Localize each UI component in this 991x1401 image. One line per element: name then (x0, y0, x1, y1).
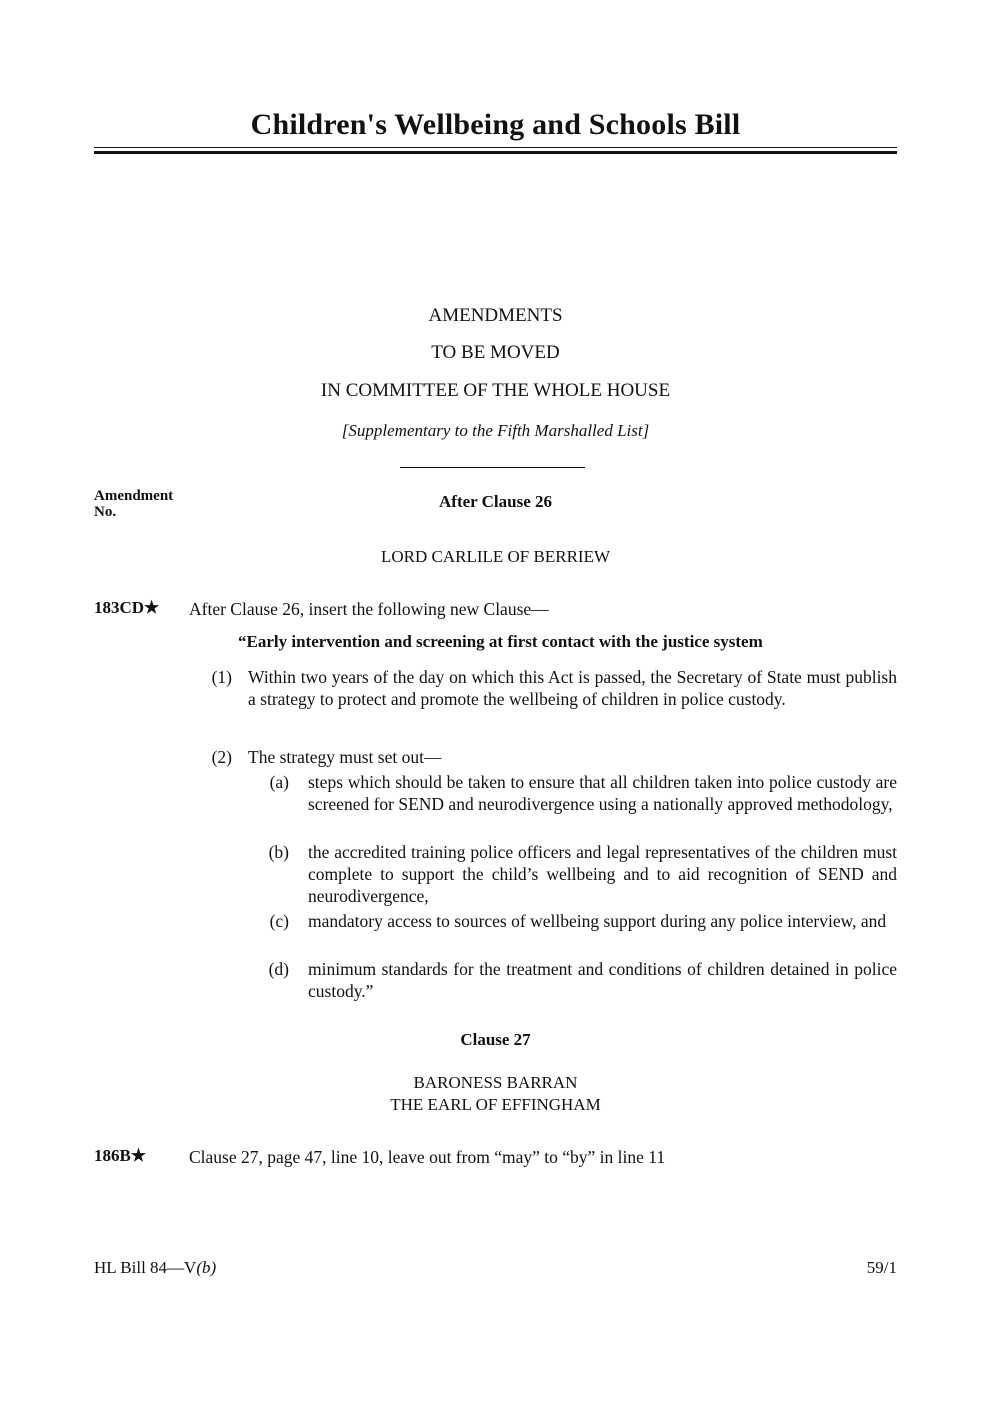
amendment-number: 183CD★ (94, 598, 160, 617)
bill-reference-prefix: HL Bill 84—V (94, 1258, 197, 1277)
column-label-line1: Amendment (94, 488, 174, 504)
subsection-label: (2) (211, 747, 232, 767)
front-matter-line1: AMENDMENTS (428, 305, 563, 326)
amendment-intro: Clause 27, page 47, line 10, leave out from “may” to “by” in line 11 (189, 1147, 666, 1167)
paragraph-text: mandatory access to sources of wellbeing support during any police interview, and (308, 911, 887, 931)
subsection-text: Within two years of the day on which this Act is passed, the Secretary of State must publish a strategy to protect and promote the wellbeing of children in police custody. (248, 667, 897, 709)
subsection-text: The strategy must set out— (248, 747, 442, 767)
paragraph-text: the accredited training police officers and legal representatives of the children must complete to support the child’s wellbeing and to aid recognition of SEND and neurodivergence, (308, 842, 897, 906)
supplementary-note: [Supplementary to the Fifth Marshalled List] (341, 421, 650, 440)
section-heading: Clause 27 (460, 1030, 531, 1049)
front-matter-line3: IN COMMITTEE OF THE WHOLE HOUSE (320, 380, 671, 401)
section-heading: After Clause 26 (439, 492, 552, 511)
paragraph-label: (b) (268, 842, 289, 862)
sponsor: BARONESS BARRAN (413, 1073, 578, 1092)
new-clause-title: “Early intervention and screening at first contact with the justice system (238, 632, 763, 651)
amendment-intro: After Clause 26, insert the following new Clause— (189, 599, 549, 619)
front-matter-line2: TO BE MOVED (431, 342, 560, 363)
section-divider (400, 467, 585, 468)
document-title: Children's Wellbeing and Schools Bill (250, 108, 741, 141)
title-rule-thick (94, 151, 897, 154)
amendment-number: 186B★ (94, 1146, 147, 1165)
sponsor: THE EARL OF EFFINGHAM (390, 1095, 601, 1114)
column-label-line2: No. (94, 504, 117, 520)
paragraph-text: minimum standards for the treatment and conditions of children detained in police custody.” (308, 959, 897, 1001)
page-number: 59/1 (866, 1258, 897, 1277)
bill-reference (94, 1258, 216, 1278)
paragraph-text: steps which should be taken to ensure that all children taken into police custody are screened for SEND and neurodivergence using a nationally approved methodology, (308, 772, 897, 814)
title-rule-thin (94, 147, 897, 148)
bill-reference-suffix: (b) (196, 1258, 217, 1277)
sponsor: LORD CARLILE OF BERRIEW (380, 547, 611, 566)
paragraph-label: (d) (268, 959, 289, 979)
subsection-label: (1) (211, 667, 232, 687)
paragraph-label: (c) (269, 911, 289, 931)
paragraph-label: (a) (269, 772, 289, 792)
